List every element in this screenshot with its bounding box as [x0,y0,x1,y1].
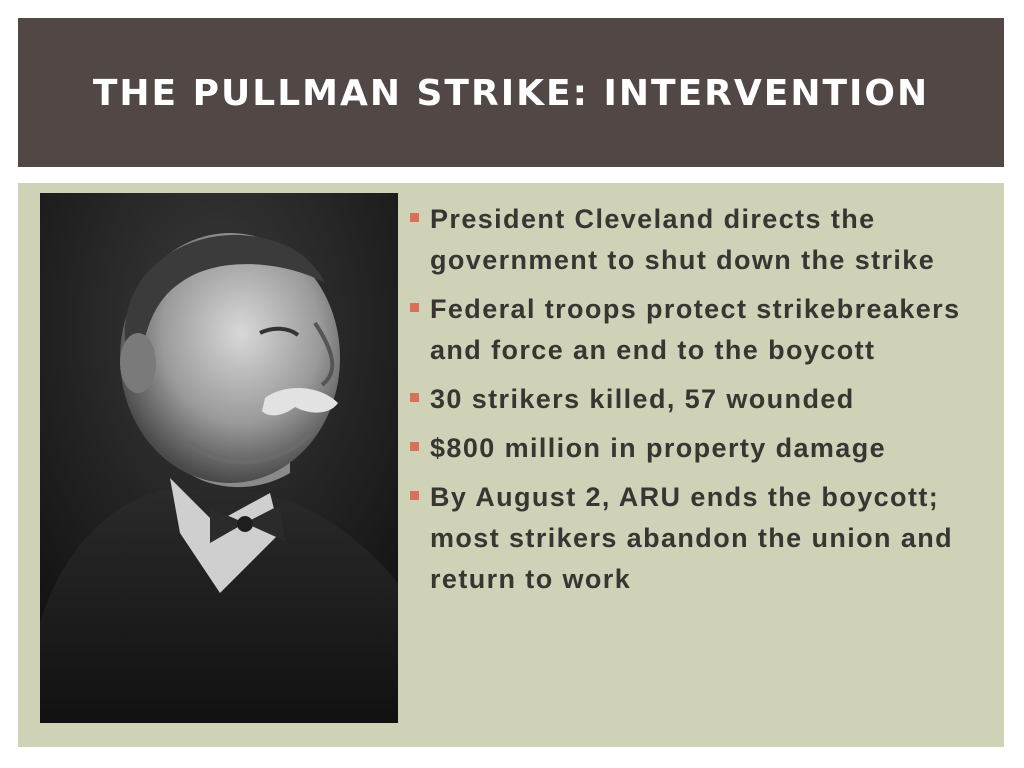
list-item [406,379,996,420]
list-item [406,428,996,469]
list-item [406,477,996,600]
square-bullet-icon [410,393,419,402]
content-area [18,183,1004,747]
bullet-text: Federal troops protect strikebreakers and force an end to the boycott [430,294,961,365]
title-bar [18,18,1004,167]
portrait-photo [40,193,398,723]
slide-title: THE PULLMAN STRIKE: INTERVENTION [92,73,930,114]
square-bullet-icon [410,213,419,222]
bullet-text: President Cleveland directs the government to shut down the strike [430,204,936,275]
square-bullet-icon [410,491,419,500]
bullet-text: 30 strikers killed, 57 wounded [430,384,855,414]
bullet-text: By August 2, ARU ends the boycott; most strikers abandon the union and return to work [430,482,954,594]
list-item [406,199,996,281]
list-item [406,289,996,371]
square-bullet-icon [410,442,419,451]
bullet-list [406,199,996,608]
portrait-illustration [40,193,398,723]
bullet-text: $800 million in property damage [430,433,887,463]
square-bullet-icon [410,303,419,312]
